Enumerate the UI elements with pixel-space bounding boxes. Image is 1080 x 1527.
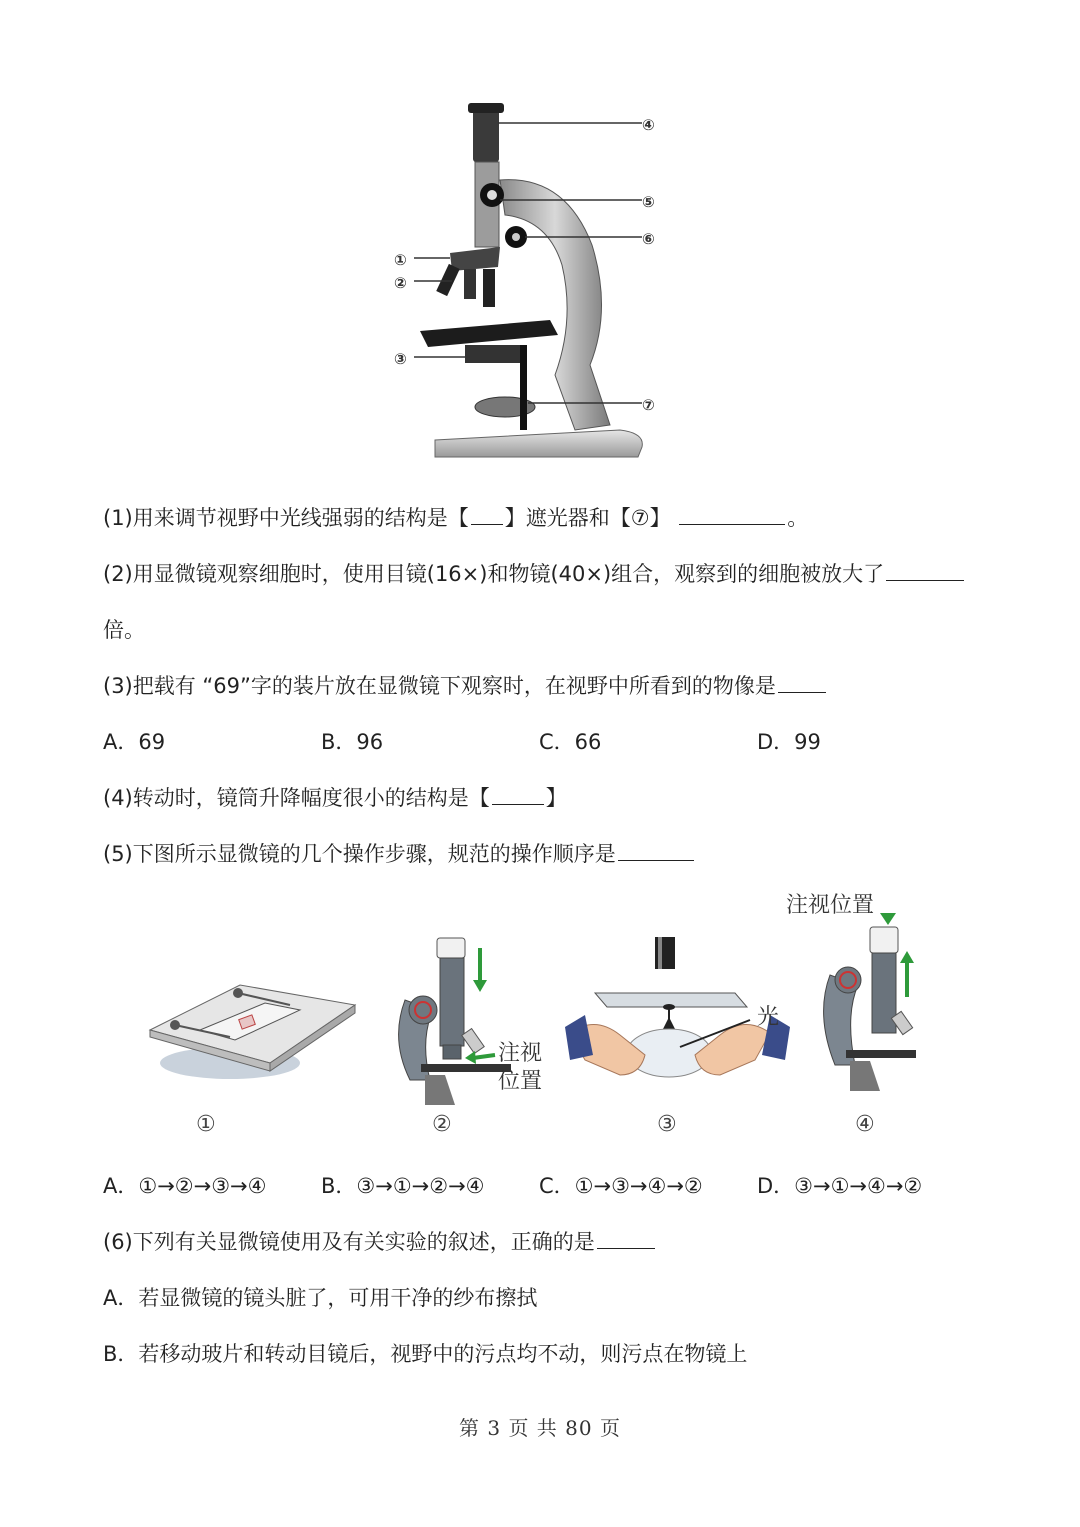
step-label-2: ② bbox=[432, 1112, 452, 1137]
q3-option-a: A．69 bbox=[103, 730, 166, 754]
answer-blank[interactable] bbox=[618, 842, 694, 861]
callout-nosepiece: ① bbox=[394, 251, 407, 269]
q6-option-a: A．若显微镜的镜头脏了，可用干净的纱布擦拭 bbox=[103, 1286, 538, 1310]
callout-stage: ③ bbox=[394, 350, 407, 368]
answer-blank[interactable] bbox=[886, 562, 964, 581]
question-3: (3)把载有 “69”字的装片放在显微镜下观察时，在视野中所看到的物像是 bbox=[103, 670, 828, 700]
answer-blank[interactable] bbox=[471, 506, 503, 525]
step-1-illustration bbox=[140, 975, 360, 1085]
watch-position-label-4: 注视位置 bbox=[786, 893, 875, 918]
question-4: (4)转动时，镜筒升降幅度很小的结构是【 】 bbox=[103, 786, 567, 810]
step-3-illustration bbox=[565, 935, 790, 1090]
microscope-diagram bbox=[380, 95, 680, 465]
q3-option-b: B．96 bbox=[321, 730, 384, 754]
question-1: (1)用来调节视野中光线强弱的结构是【 】遮光器和【⑦】 。 bbox=[103, 506, 809, 530]
q3-option-d: D．99 bbox=[757, 730, 821, 754]
answer-blank[interactable] bbox=[597, 1230, 655, 1249]
question-2-continued: 倍。 bbox=[103, 618, 145, 642]
question-2: (2)用显微镜观察细胞时，使用目镜(16×)和物镜(40×)组合，观察到的细胞被放大了 bbox=[103, 558, 966, 588]
callout-mirror: ⑦ bbox=[642, 396, 655, 414]
q5-option-a: A．①→②→③→④ bbox=[103, 1174, 267, 1198]
callout-fine-focus: ⑥ bbox=[642, 230, 655, 248]
answer-blank[interactable] bbox=[778, 674, 826, 693]
page-footer: 第 3 页 共 80 页 bbox=[459, 1416, 621, 1440]
step-4-illustration bbox=[810, 905, 940, 1095]
light-label: 光 bbox=[757, 1005, 780, 1030]
q3-option-c: C．66 bbox=[539, 730, 602, 754]
step-label-3: ③ bbox=[657, 1112, 677, 1137]
callout-coarse-focus: ⑤ bbox=[642, 193, 655, 211]
answer-blank[interactable] bbox=[679, 506, 785, 525]
callout-objective: ② bbox=[394, 274, 407, 292]
q6-option-b: B．若移动玻片和转动目镜后，视野中的污点均不动，则污点在物镜上 bbox=[103, 1342, 748, 1366]
callout-eyepiece: ④ bbox=[642, 116, 655, 134]
step-label-1: ① bbox=[196, 1112, 216, 1137]
q5-option-b: B．③→①→②→④ bbox=[321, 1174, 485, 1198]
q5-option-c: C．①→③→④→② bbox=[539, 1174, 703, 1198]
question-6: (6)下列有关显微镜使用及有关实验的叙述，正确的是 bbox=[103, 1226, 657, 1256]
q5-option-d: D．③→①→④→② bbox=[757, 1174, 923, 1198]
answer-blank[interactable] bbox=[492, 786, 544, 805]
step-label-4: ④ bbox=[855, 1112, 875, 1137]
watch-position-label-2: 注视 位置 bbox=[498, 1041, 543, 1094]
question-5: (5)下图所示显微镜的几个操作步骤，规范的操作顺序是 bbox=[103, 838, 696, 868]
